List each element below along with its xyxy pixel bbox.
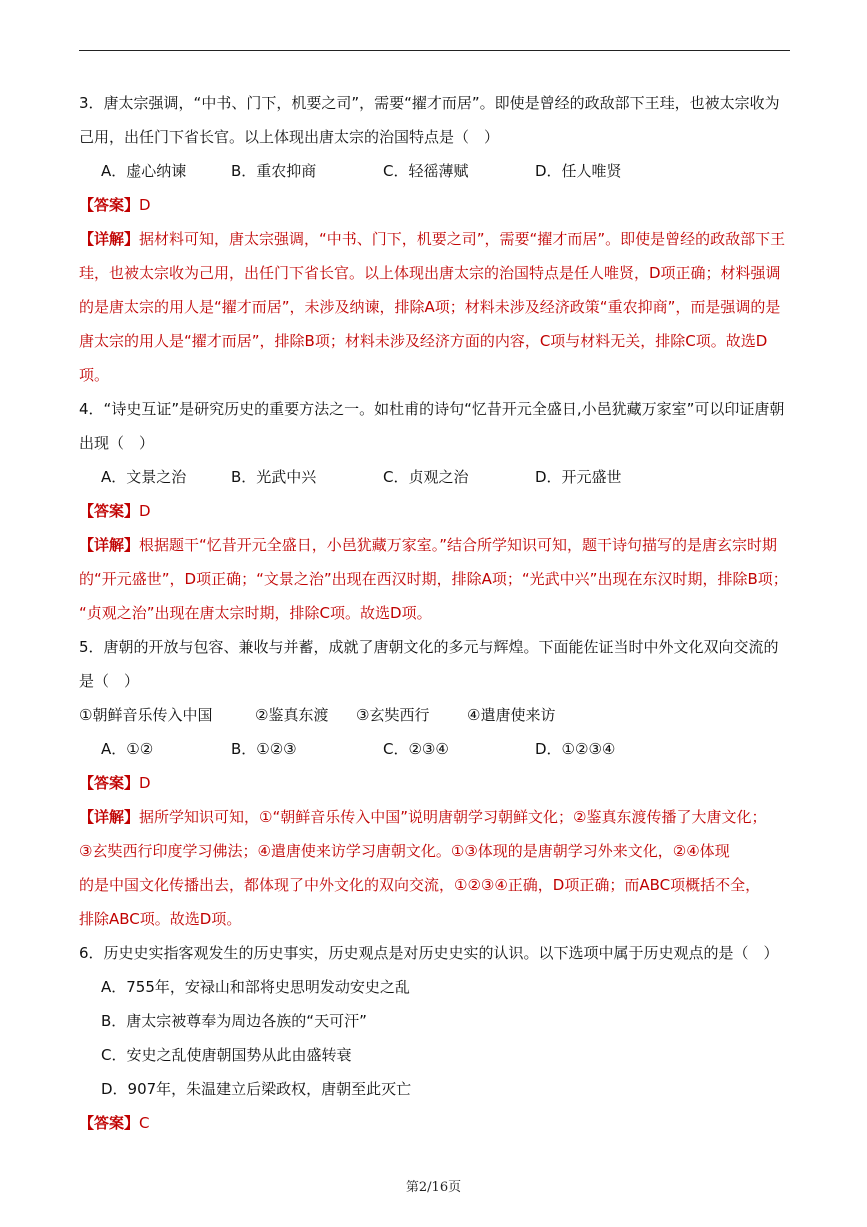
- question-stem-line: 5．唐朝的开放与包容、兼收与并蓄，成就了唐朝文化的多元与辉煌。下面能佐证当时中外文化双向交流的: [79, 638, 779, 656]
- answer-value: D: [139, 774, 151, 792]
- option-d: D．开元盛世: [535, 468, 622, 486]
- document-body: [79, 86, 790, 1140]
- detail-line: 项。: [79, 366, 110, 384]
- detail-line: 唐太宗的用人是“擢才而居”，排除B项；材料未涉及经济方面的内容，C项与材料无关，排除C项。故选D: [79, 332, 768, 350]
- numbered-item: ①朝鲜音乐传入中国: [79, 706, 213, 724]
- question-stem-line: 6．历史史实指客观发生的历史事实，历史观点是对历史史实的认识。以下选项中属于历史观点的是（ ）: [79, 944, 779, 962]
- detail-text: 根据题干“忆昔开元全盛日，小邑犹藏万家室。”结合所学知识可知，题干诗句描写的是唐玄宗时期: [139, 536, 778, 554]
- answer-line: [79, 188, 790, 222]
- detail-tag: 【详解】: [79, 808, 140, 826]
- options-row: [79, 154, 790, 188]
- detail-text: 据所学知识可知，①“朝鲜音乐传入中国”说明唐朝学习朝鲜文化；②鉴真东渡传播了大唐文化；: [139, 808, 767, 826]
- question-stem-line: 己用，出任门下省长官。以上体现出唐太宗的治国特点是（ ）: [79, 128, 500, 146]
- options-row: [79, 460, 790, 494]
- options-row: [79, 732, 790, 766]
- numbered-item: ②鉴真东渡: [255, 706, 329, 724]
- answer-line: [79, 1106, 790, 1140]
- answer-value: C: [139, 1114, 150, 1132]
- detail-line: 珪，也被太宗收为己用，出任门下省长官。以上体现出唐太宗的治国特点是任人唯贤，D项正确；材料强调: [79, 264, 781, 282]
- option-a: A．文景之治: [101, 468, 187, 486]
- option-a: A．虚心纳谏: [101, 162, 187, 180]
- question-stem-line: 出现（ ）: [79, 434, 155, 452]
- numbered-item: ④遣唐使来访: [467, 706, 556, 724]
- detail-line: 的是中国文化传播出去，都体现了中外文化的双向交流，①②③④正确，D项正确；而ABC项概括不全，: [79, 876, 761, 894]
- answer-value: D: [139, 502, 151, 520]
- option-c: C．安史之乱使唐朝国势从此由盛转衰: [101, 1046, 352, 1064]
- option-b: B．唐太宗被尊奉为周边各族的“天可汗”: [101, 1012, 367, 1030]
- detail-tag: 【详解】: [79, 536, 140, 554]
- detail-line: [79, 222, 790, 256]
- option-b: B．光武中兴: [231, 468, 317, 486]
- option-a: A．①②: [101, 740, 154, 758]
- header-rule: [79, 50, 790, 51]
- detail-tag: 【详解】: [79, 230, 140, 248]
- detail-line: 的“开元盛世”，D项正确；“文景之治”出现在西汉时期，排除A项；“光武中兴”出现在东汉时期，排除B项；: [79, 570, 788, 588]
- question-stem-line: 4．“诗史互证”是研究历史的重要方法之一。如杜甫的诗句“忆昔开元全盛日,小邑犹藏万家室”可以印证唐朝: [79, 400, 785, 418]
- detail-line: [79, 800, 790, 834]
- question-stem-line: 3．唐太宗强调，“中书、门下，机要之司”，需要“擢才而居”。即使是曾经的政敌部下王珪，也被太宗收为: [79, 94, 780, 112]
- detail-line: [79, 528, 790, 562]
- numbered-item: ③玄奘西行: [356, 706, 430, 724]
- answer-line: [79, 766, 790, 800]
- question-5: [79, 630, 790, 936]
- detail-text: 据材料可知，唐太宗强调，“中书、门下，机要之司”，需要“擢才而居”。即使是曾经的政敌部下王: [139, 230, 786, 248]
- answer-tag: 【答案】: [79, 1114, 140, 1132]
- detail-line: 的是唐太宗的用人是“擢才而居”，未涉及纳谏，排除A项；材料未涉及经济政策“重农抑商”，而是强调的是: [79, 298, 781, 316]
- answer-tag: 【答案】: [79, 196, 140, 214]
- question-6: [79, 936, 790, 1140]
- option-b: B．①②③: [231, 740, 297, 758]
- option-c: C．②③④: [383, 740, 449, 758]
- detail-line: ③玄奘西行印度学习佛法；④遣唐使来访学习唐朝文化。①③体现的是唐朝学习外来文化，②④体现: [79, 842, 730, 860]
- option-d: D．①②③④: [535, 740, 616, 758]
- question-stem-line: 是（ ）: [79, 672, 140, 690]
- option-d: D．907年，朱温建立后梁政权，唐朝至此灭亡: [101, 1080, 412, 1098]
- detail-line: 排除ABC项。故选D项。: [79, 910, 242, 928]
- option-b: B．重农抑商: [231, 162, 317, 180]
- answer-tag: 【答案】: [79, 502, 140, 520]
- question-4: [79, 392, 790, 630]
- page-number: 第2/16页: [405, 1180, 462, 1195]
- detail-line: “贞观之治”出现在唐太宗时期，排除C项。故选D项。: [79, 604, 432, 622]
- numbered-items-row: [79, 698, 790, 732]
- answer-value: D: [139, 196, 151, 214]
- option-a: A．755年，安禄山和部将史思明发动安史之乱: [101, 978, 410, 996]
- option-c: C．贞观之治: [383, 468, 469, 486]
- option-d: D．任人唯贤: [535, 162, 622, 180]
- answer-line: [79, 494, 790, 528]
- question-3: [79, 86, 790, 392]
- answer-tag: 【答案】: [79, 774, 140, 792]
- option-c: C．轻徭薄赋: [383, 162, 469, 180]
